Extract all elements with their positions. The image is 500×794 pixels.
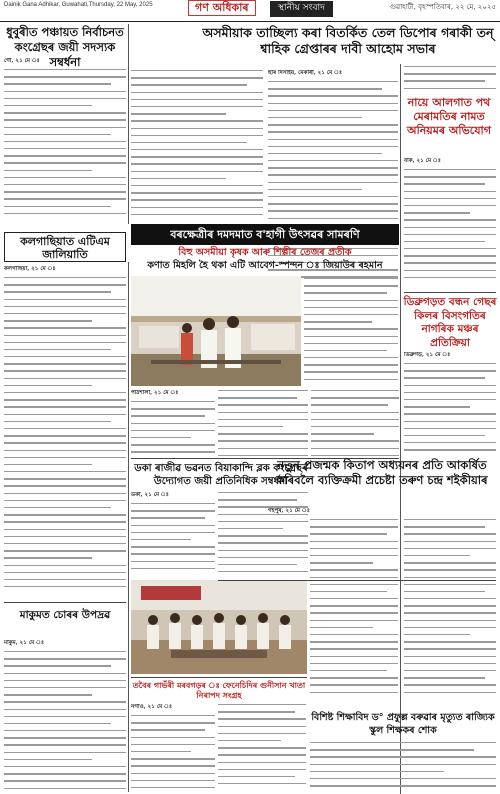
section-label: স্থানীয় সংবাদ — [270, 1, 333, 17]
article-body-cont — [304, 278, 398, 386]
article-body — [4, 651, 126, 791]
article-body — [4, 69, 126, 219]
section-rule — [4, 602, 126, 603]
headline-atm: কলগাছিয়াত এটিএম জালিয়াতি — [20, 235, 110, 261]
column-rule — [128, 24, 129, 224]
headline-panchayat: ধুবুৰীত পঞ্চায়ত নিৰ্বাচনত কংগ্ৰেছৰ জয়ী সদস্যক সম্বৰ্ধনা — [6, 25, 124, 69]
column-rule — [128, 262, 129, 792]
article-body-cont — [404, 66, 496, 94]
subhead-quote: কণাত মিহলি হৈ থকা এটি আবেগ-স্পন্দন ঃ জিয়াউৰ ৰহমান — [147, 260, 383, 271]
headline-school-condolence: বিশিষ্ট শিক্ষাবিদ ড° প্ৰফুল্ল বৰুৱাৰ মৃত্যুত ৰাজ্যিক স্কুল শিক্ষকৰ শোক — [311, 712, 495, 736]
atm-headline-box — [4, 232, 126, 262]
publication-line: Dainik Gana Adhikar, Guwahati,Thursday, 22 May, 2025 — [4, 2, 153, 8]
article-body — [4, 277, 126, 599]
dateline: ছাৰ দিসাইয়, মেকাৰী, ২১ মে ঃ — [268, 70, 342, 76]
headline-book-reading: নতুন প্ৰজন্মক কিতাপ অধ্যয়নৰ প্ৰতি আকৰ্ষিত কৰিবলৈ ব্যক্তিক্ৰমী প্ৰচেষ্টা তৰুণ চন্দ্ৰ শইকীয়াৰ — [276, 458, 488, 487]
article-body — [131, 715, 215, 791]
article-body — [218, 492, 308, 578]
newspaper-logo: গণ অধিকাৰ — [188, 0, 256, 16]
article-body — [268, 81, 398, 221]
issue-date: গুৱাহাটী, বৃহস্পতিবাৰ, ২২ মে, ২০২৫ — [389, 3, 496, 11]
article-body — [404, 363, 496, 455]
dateline: কলগাছিয়া, ২১ মে ঃ — [4, 266, 56, 272]
headline-rajib-bhawan: ডকা ৰাজীৱ ভৱনত বিয়াকান্দি ব্লক কংগ্ৰেছৰ উদ্যোগত জয়ী প্ৰতিনিধিক সম্বৰ্ধনা — [134, 463, 308, 487]
section-rule — [131, 677, 307, 678]
article-body — [131, 401, 215, 455]
dateline: ডিব্ৰুগড়, ২১ মে ঃ — [404, 352, 451, 358]
dateline: বাক, ২১ মে ঃ — [404, 158, 441, 164]
article-body — [310, 742, 496, 790]
subhead-bihu: বিহু অসমীয়া কৃষক আৰু শিল্পীৰ তেজৰ প্ৰতীক — [178, 247, 352, 258]
dateline: পাঠশালা, ২১ মে ঃ — [131, 390, 179, 396]
article-body-cont — [131, 70, 263, 220]
festival-stage-photo — [131, 276, 301, 386]
article-body — [404, 519, 496, 709]
banner-bohag-festival: বৰক্ষেত্ৰীৰ দমদমাত ব'হাগী উৎসৱৰ সামৰণি — [131, 224, 399, 245]
headline-oil-depot: অসমীয়াক তাচ্ছিল্য কৰা বিতৰ্কিত তেল ডিপোৰ গৰাকী তন্ শ্বাহিক গ্ৰেপ্তাৰৰ দাবী আহোম সভাৰ — [202, 25, 494, 56]
masthead — [0, 0, 500, 22]
column-rule — [400, 64, 401, 794]
headline-makum-theft: মাকুমত চোৰৰ উপদ্ৰৱ — [19, 609, 111, 621]
article-body — [311, 390, 399, 456]
article-body — [131, 503, 215, 577]
section-rule — [404, 292, 496, 293]
headline-road-repair: নায়ে আলগাত পথ মেৰামতিৰ নামত অনিয়মৰ অভিযোগ — [407, 96, 491, 137]
dateline: নগাঁও, ২১ মে ঃ — [131, 704, 172, 710]
dateline: গহপুৰ, ২১ মে ঃ — [268, 508, 310, 514]
dateline: ডকা, ২১ মে ঃ — [131, 492, 169, 498]
article-body — [404, 169, 496, 289]
dateline: মাকুম, ২১ মে ঃ — [4, 640, 45, 646]
article-body — [310, 519, 398, 709]
article-body — [218, 390, 308, 456]
dateline: গৌ, ২১ মে ঃ — [4, 58, 40, 64]
article-body — [218, 704, 306, 791]
headline-bottom-story: তবৈৰ গাভঁৰী মৰবগড়ৰ ঃ ফেনেচিদিৰ গুনীসান খাতা নিৰাপদ সংগ্ৰহ — [132, 680, 306, 700]
felicitation-photo — [131, 580, 307, 674]
headline-dibrugarh-gas: ডিব্ৰুগড়ত বন্ধন গেছৰ কিলৰ বিসংগতিৰ নাগৰিক মঞ্চৰ প্ৰতিক্ৰিয়া — [403, 296, 497, 349]
